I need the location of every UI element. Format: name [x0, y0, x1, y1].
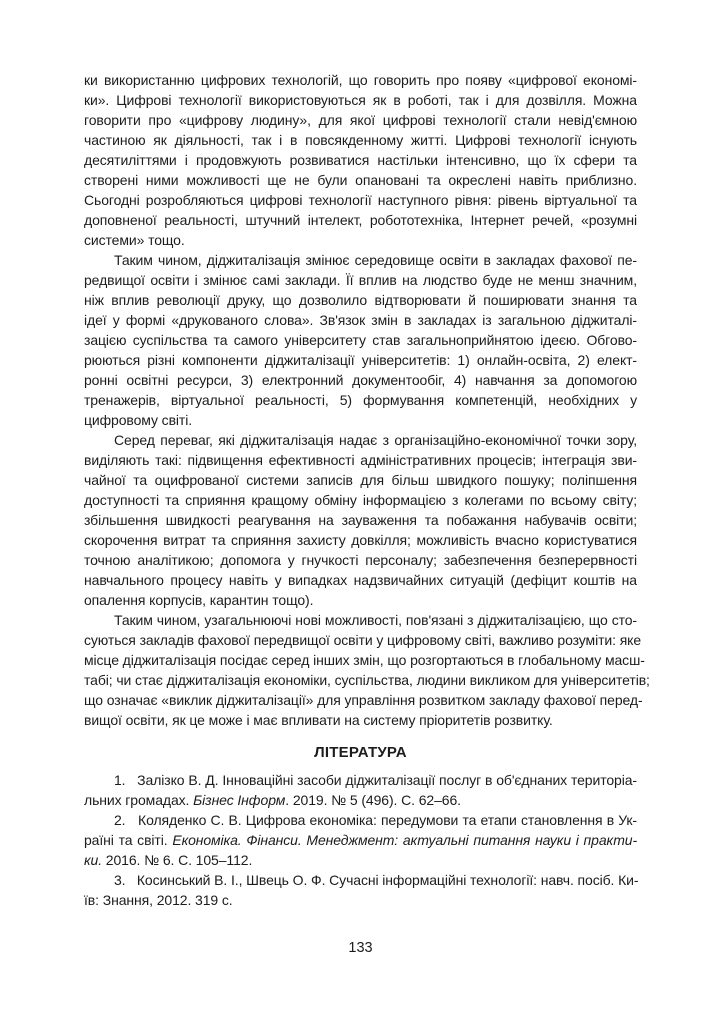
text-line: тренажерів, віртуальної реальності, 5) формування компетенцій, необхідних у: [84, 392, 637, 408]
literature-heading: ЛІТЕРАТУРА: [314, 744, 407, 761]
reference-text: раїні та світі.: [84, 832, 173, 848]
text-line: місце діджиталізація посідає серед інших змін, що розгортаються в глобальному масш-: [84, 652, 645, 668]
text-line: системи» тощо.: [84, 232, 185, 248]
text-line: Сьогодні розробляються цифрові технології наступного рівня: рівень віртуальної та: [84, 192, 637, 208]
text-line: ніж вплив революції друку, що дозволило відтворювати й поширювати знання та: [84, 292, 637, 308]
text-line: збільшення швидкості реагування на зауваження та побажання набувачів освіти;: [84, 512, 637, 528]
reference-text: льних громадах.: [84, 792, 194, 808]
reference-line: [84, 790, 637, 810]
text-line: чайної та оцифрованої системи записів для більш швидкого пошуку; поліпшення: [84, 472, 637, 488]
text-line: навчального процесу навіть у випадках надзвичайних ситуацій (дефіцит коштів на: [84, 572, 637, 588]
text-line: скорочення витрат та сприяння захисту довкілля; можливість вчасно користуватися: [84, 532, 637, 548]
text-line: Таким чином, узагальнюючі нові можливості, пов'язані з діджиталізацією, що сто-: [114, 612, 637, 628]
reference-text: 2016. № 6. С. 105–112.: [102, 852, 253, 868]
reference-line: [84, 810, 637, 830]
text-line: табі; чи стає діджиталізація економіки, суспільства, людини викликом для університетів;: [84, 672, 650, 688]
reference-source-italic: Бізнес Інформ: [193, 792, 286, 808]
text-line: зацією суспільства та самого університету став загальноприйнятою ідеєю. Обгово-: [84, 332, 637, 348]
body-paragraphs: [84, 70, 650, 730]
text-line: редвищої освіти і змінює самі заклади. Її вплив на людство буде не менш значним,: [84, 272, 637, 288]
text-line: ідеї у формі «друкованого слова». Зв'язок змін в закладах із загальною діджиталі-: [84, 312, 637, 328]
text-line: що означає «виклик діджиталізації» для управління розвитком закладу фахової перед-: [84, 692, 643, 708]
text-line: суються закладів фахової передвищої освіти у цифровому світі, важливо розуміти: яке: [84, 632, 642, 648]
text-line: Серед переваг, які діджиталізація надає з організаційно-економічної точки зору,: [114, 432, 637, 448]
reference-line: [84, 870, 637, 890]
reference-line: [84, 830, 637, 850]
reference-line: [84, 770, 637, 790]
reference-source-italic: Економіка. Фінанси. Менеджмент: актуальні питання науки і практи-: [172, 832, 638, 848]
reference-text: 3. Косинський В. І., Швець О. Ф. Сучасні інформаційні технології: навч. посіб. Ки-: [114, 872, 639, 888]
reference-source-italic: ки.: [84, 852, 102, 868]
text-line: цифровому світі.: [84, 412, 193, 428]
text-line: створені ними можливості ще не були опановані та окреслені навіть приблизно.: [84, 172, 637, 188]
text-line: точною аналітикою; допомога у гнучкості персоналу; забезпечення безперервності: [84, 552, 637, 568]
text-line: ронні освітні ресурси, 3) електронний документообіг, 4) навчання за допомогою: [84, 372, 637, 388]
text-line: доповненої реальності, штучний інтелект, робототехніка, Інтернет речей, «розумні: [84, 212, 637, 228]
text-line: ки». Цифрові технології використовуються як в роботі, так і для дозвілля. Можна: [84, 92, 637, 108]
text-line: вищої освіти, як це може і має впливати на систему пріоритетів розвитку.: [84, 712, 553, 728]
text-line: Таким чином, діджиталізація змінює середовище освіти в закладах фахової пе-: [114, 252, 637, 268]
reference-text: 1. Залізко В. Д. Інноваційні засоби діджиталізації послуг в об'єднаних територіа-: [114, 772, 637, 788]
page-number: 133: [348, 940, 373, 956]
reference-text: . 2019. № 5 (496). С. 62–66.: [285, 792, 461, 808]
text-line: ки використанню цифрових технологій, що говорить про появу «цифрової економі-: [84, 72, 637, 88]
text-column: [84, 70, 650, 910]
text-line: рюються різні компоненти діджиталізації університетів: 1) онлайн-освіта, 2) елект-: [84, 352, 637, 368]
text-line: доступності та сприяння кращому обміну інформацією з колегами по всьому світу;: [84, 492, 637, 508]
text-line: частиною як діяльності, так і в повсякденному житті. Цифрові технології існують: [84, 132, 637, 148]
reference-line: [84, 890, 637, 910]
text-line: опалення корпусів, карантин тощо).: [84, 592, 314, 608]
reference-line: [84, 850, 637, 870]
text-line: говорити про «цифрову людину», для якої цифрові технології стали невід'ємною: [84, 112, 637, 128]
text-line: виділяють такі: підвищення ефективності адміністративних процесів; інтеграція зви-: [84, 452, 637, 468]
reference-text: 2. Коляденко С. В. Цифрова економіка: передумови та етапи становлення в Ук-: [114, 812, 637, 828]
text-line: десятиліттями і продовжують розвиватися настільки інтенсивно, що їх сфери та: [84, 152, 637, 168]
reference-text: їв: Знання, 2012. 319 с.: [84, 892, 233, 908]
references-list: [84, 770, 637, 910]
